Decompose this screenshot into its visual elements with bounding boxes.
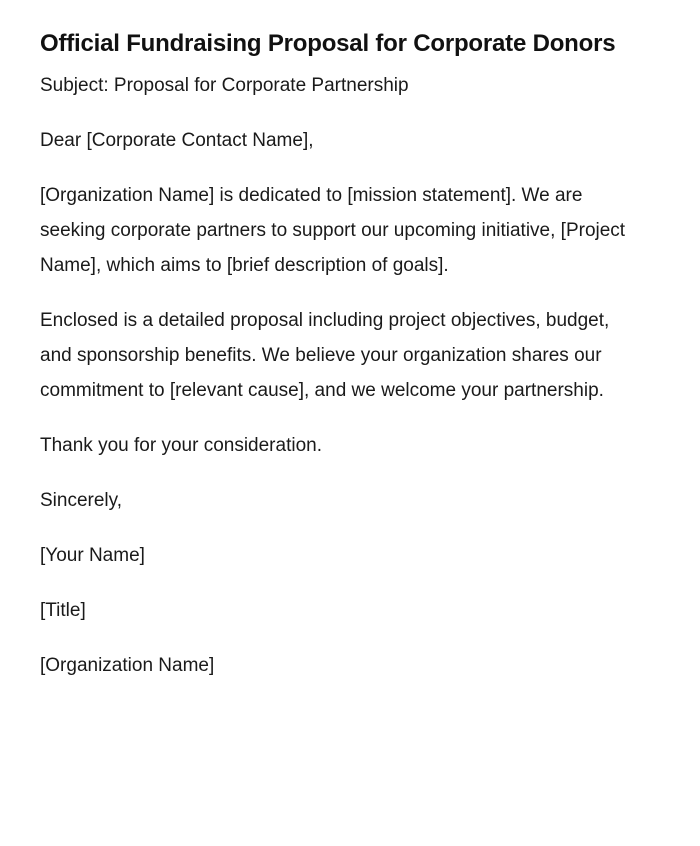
closing-line: Sincerely, (40, 490, 123, 511)
signature-name: [Your Name] (40, 545, 145, 566)
body-paragraph-intro: [Organization Name] is dedicated to [mission statement]. We are seeking corporate partners to support our upcoming initiative, [Project Name], which aims to [brief description of goals]. (40, 185, 626, 276)
salutation: Dear [Corporate Contact Name], (40, 130, 314, 151)
thanks-line: Thank you for your consideration. (40, 435, 322, 456)
document-title: Official Fundraising Proposal for Corporate Donors (40, 30, 616, 57)
signature-title: [Title] (40, 600, 86, 621)
signature-organization: [Organization Name] (40, 655, 215, 676)
body-paragraph-proposal: Enclosed is a detailed proposal including project objectives, budget, and sponsorship benefits. We believe your organization shares our commitment to [relevant cause], and we welcome your partnership. (40, 310, 610, 401)
subject-line: Subject: Proposal for Corporate Partnership (40, 75, 409, 96)
